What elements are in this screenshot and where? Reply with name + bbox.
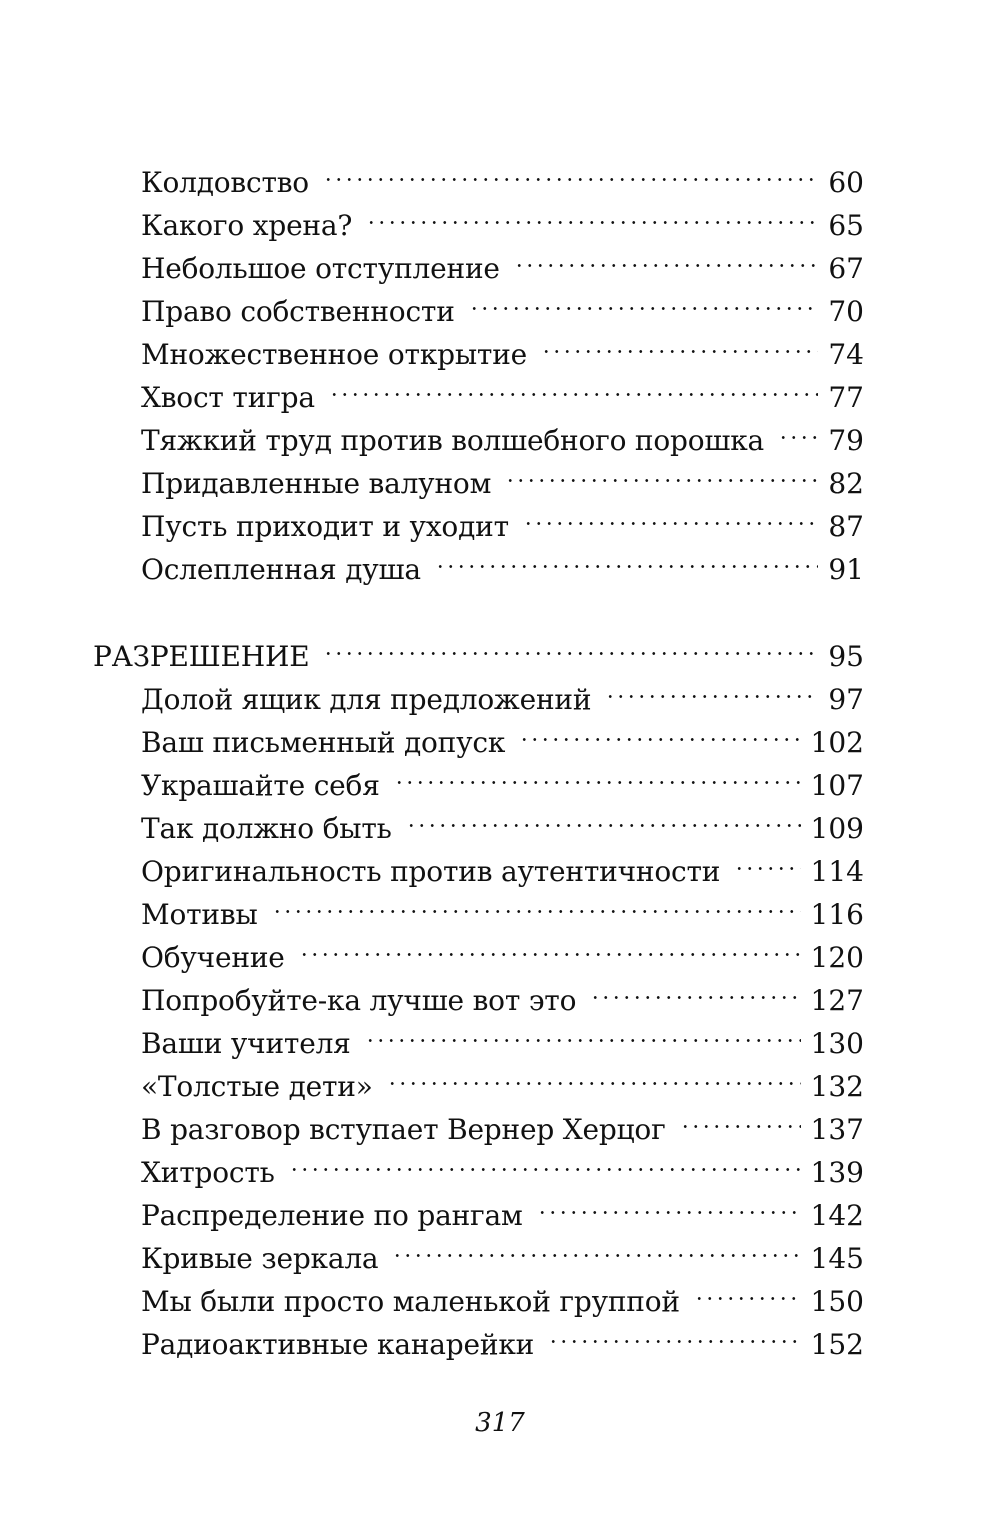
dot-leader [299,927,801,967]
toc-entry-page: 70 [828,295,864,328]
toc-entry [0,1314,1000,1361]
toc-entry-title: Обучение [141,941,285,974]
toc-entry-title: Небольшое отступление [141,252,500,285]
toc-entry [0,195,1000,242]
toc-entry-page: 120 [810,941,864,974]
toc-entry-title: Кривые зеркала [141,1242,379,1275]
toc-entry-page: 109 [810,812,864,845]
toc-entry [0,1185,1000,1232]
toc-entry [0,970,1000,1017]
toc-entry-title: Пусть приходит и уходит [141,510,509,543]
toc-entry [0,496,1000,543]
dot-leader [590,970,800,1010]
toc-entry-title: Колдовство [141,166,309,199]
toc-entry [0,238,1000,285]
toc-entry-title: Ослепленная душа [141,553,421,586]
toc-entry-page: 74 [828,338,864,371]
dot-leader [519,712,800,752]
dot-leader [523,496,818,536]
toc-entry-page: 107 [810,769,864,802]
toc-entry-title: Распределение по рангам [141,1199,523,1232]
toc-entry-title: Придавленные валуном [141,467,492,500]
toc-entry [0,1228,1000,1275]
toc-section-page: 95 [828,640,864,673]
dot-leader [548,1314,800,1354]
toc-entry [0,927,1000,974]
dot-leader [505,453,818,493]
toc-entry-page: 77 [828,381,864,414]
toc-entry-page: 97 [828,683,864,716]
dot-leader [329,367,818,407]
dot-leader [734,841,800,881]
toc-entry [0,1271,1000,1318]
dot-leader [514,238,819,278]
toc-entry-page: 67 [828,252,864,285]
toc-entry [0,1013,1000,1060]
toc-entry-page: 82 [828,467,864,500]
toc-entry-page: 91 [828,553,864,586]
toc-entry-title: «Толстые дети» [141,1070,373,1103]
toc-entry-title: Так должно быть [141,812,392,845]
toc-entry-title: Оригинальность против аутентичности [141,855,721,888]
dot-leader [387,1056,801,1096]
dot-leader [778,410,818,450]
dot-leader [406,798,801,838]
toc-entry [0,712,1000,759]
dot-leader [435,539,819,579]
toc-entry-page: 114 [810,855,864,888]
toc-entry-title: В разговор вступает Вернер Херцог [141,1113,666,1146]
toc-entry [0,539,1000,586]
toc-entry-page: 137 [810,1113,864,1146]
dot-leader [394,755,801,795]
toc-entry [0,1056,1000,1103]
toc-entry [0,152,1000,199]
toc-entry [0,755,1000,802]
dot-leader [323,152,818,192]
toc-entry-page: 139 [810,1156,864,1189]
toc-entry-page: 87 [828,510,864,543]
toc-entry-title: Множественное открытие [141,338,528,371]
dot-leader [605,669,818,709]
page-number: 317 [475,1408,525,1438]
toc-entry [0,453,1000,500]
toc-entry [0,884,1000,931]
toc-entry-title: Право собственности [141,295,455,328]
toc-entry [0,841,1000,888]
dot-leader [680,1099,801,1139]
toc-entry-page: 142 [810,1199,864,1232]
toc-section-heading [0,626,1000,673]
toc-entry-title: Хитрость [141,1156,275,1189]
dot-leader [694,1271,801,1311]
toc-entry-page: 116 [810,898,864,931]
dot-leader [366,195,818,235]
toc-entry-title: Попробуйте-ка лучше вот это [141,984,577,1017]
toc-entry [0,669,1000,716]
toc-entry-title: Мотивы [141,898,258,931]
toc-entry-page: 102 [810,726,864,759]
toc-entry-title: Украшайте себя [141,769,380,802]
dot-leader [469,281,819,321]
toc-entry-title: Ваши учителя [141,1027,351,1060]
dot-leader [537,1185,801,1225]
toc-entry-title: Тяжкий труд против волшебного порошка [141,424,765,457]
toc-entry-title: Долой ящик для предложений [141,683,592,716]
toc-entry-title: Хвост тигра [141,381,315,414]
toc-entry-page: 132 [810,1070,864,1103]
toc-entry-page: 130 [810,1027,864,1060]
toc-entry-page: 65 [828,209,864,242]
toc-entry [0,367,1000,414]
toc-entry-title: Мы были просто маленькой группой [141,1285,680,1318]
toc-entry [0,798,1000,845]
toc-section-title: РАЗРЕШЕНИЕ [93,640,310,673]
dot-leader [272,884,801,924]
toc-entry-page: 79 [828,424,864,457]
toc-entry-page: 152 [810,1328,864,1361]
toc-entry-page: 145 [810,1242,864,1275]
dot-leader [365,1013,801,1053]
toc-entry-page: 60 [828,166,864,199]
toc-entry [0,281,1000,328]
toc-entry [0,1099,1000,1146]
toc-entry [0,1142,1000,1189]
toc-entry-title: Радиоактивные канарейки [141,1328,535,1361]
dot-leader [392,1228,800,1268]
toc-entry [0,324,1000,371]
toc-entry-page: 150 [810,1285,864,1318]
dot-leader [541,324,818,364]
toc-entry-title: Какого хрена? [141,209,353,242]
toc-entry-title: Ваш письменный допуск [141,726,506,759]
dot-leader [323,626,818,666]
toc-entry-page: 127 [810,984,864,1017]
dot-leader [289,1142,801,1182]
toc-entry [0,410,1000,457]
